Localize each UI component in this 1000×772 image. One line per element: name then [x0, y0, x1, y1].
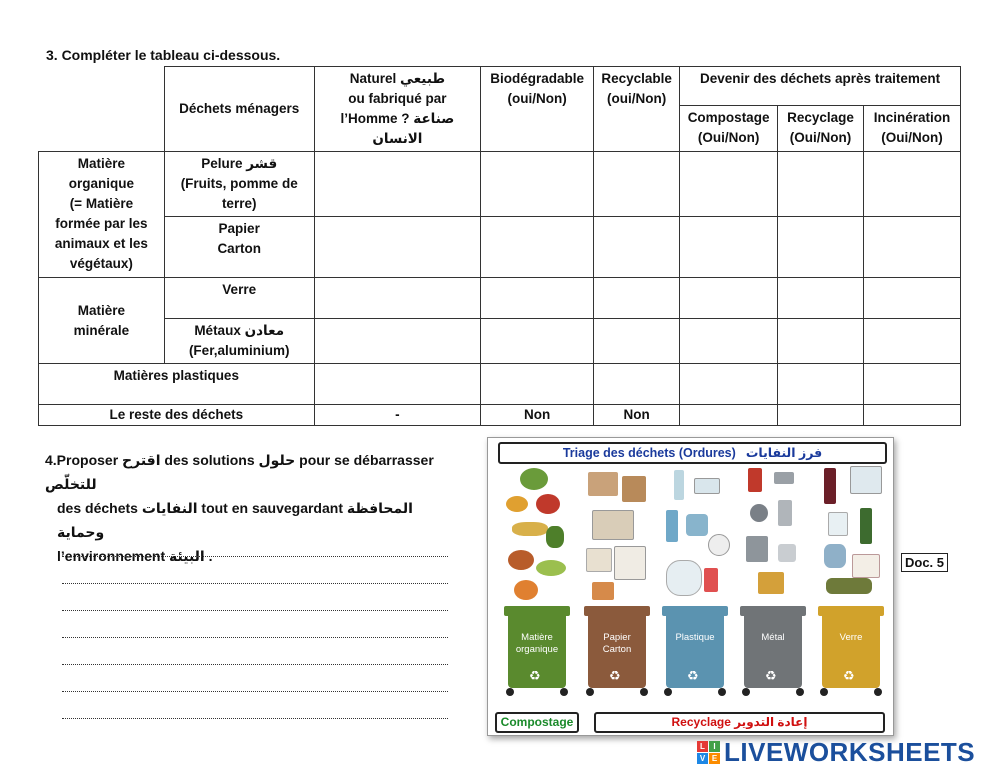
- compostage-label: Compostage: [495, 712, 579, 733]
- answer-line[interactable]: [62, 665, 448, 692]
- recycle-icon: ♻: [529, 668, 541, 683]
- organic-waste-items: [502, 464, 572, 604]
- row-group-organique: Matière organique (= Matière formée par les animaux et les végétaux): [39, 152, 165, 278]
- bin-paper: Papier Carton ♻: [584, 606, 650, 696]
- answer-cell[interactable]: [481, 278, 594, 319]
- row-label-metaux: Métaux معادن (Fer,aluminium): [164, 319, 314, 364]
- logo-text: LIVEWORKSHEETS: [724, 736, 976, 767]
- paper-waste-items: [582, 464, 652, 604]
- answer-cell[interactable]: [481, 152, 594, 217]
- answer-line[interactable]: [62, 611, 448, 638]
- waste-table: [38, 66, 961, 426]
- answer-cell[interactable]: [594, 364, 680, 405]
- answer-cell[interactable]: [778, 278, 864, 319]
- answer-cell[interactable]: [680, 319, 778, 364]
- row-label-plastiques: Matières plastiques: [39, 364, 315, 405]
- answer-cell[interactable]: [481, 217, 594, 278]
- header-biodegradable: Biodégradable (oui/Non): [481, 67, 594, 152]
- answer-cell[interactable]: [314, 319, 481, 364]
- row-label-pelure: Pelure قشر (Fruits, pomme de terre): [164, 152, 314, 217]
- bin-lid: [584, 606, 650, 616]
- header-recyclable: Recyclable (oui/Non): [594, 67, 680, 152]
- question-3-title: 3. Compléter le tableau ci-dessous.: [46, 47, 281, 63]
- answer-cell[interactable]: [778, 217, 864, 278]
- row-group-minerale: Matière minérale: [39, 278, 165, 364]
- answer-cell[interactable]: [680, 405, 778, 426]
- reste-rec-value: Non: [594, 405, 680, 426]
- answer-cell[interactable]: [594, 217, 680, 278]
- answer-cell[interactable]: [314, 152, 481, 217]
- plastic-waste-items: [660, 464, 730, 604]
- row-label-reste: Le reste des déchets: [39, 405, 315, 426]
- reste-naturel-value: -: [314, 405, 481, 426]
- answer-lines: [62, 530, 448, 719]
- answer-cell[interactable]: [863, 278, 960, 319]
- glass-waste-items: [818, 464, 888, 604]
- doc-title: Triage des déchets (Ordures) فرز النفايات: [498, 442, 887, 464]
- waste-sorting-illustration: [487, 437, 894, 736]
- bin-plastic: Plastique ♻: [662, 606, 728, 696]
- header-devenir: Devenir des déchets après traitement: [680, 67, 961, 106]
- row-label-verre: Verre: [164, 278, 314, 319]
- header-recyclage: Recyclage (Oui/Non): [778, 105, 864, 151]
- answer-cell[interactable]: [680, 152, 778, 217]
- answer-cell[interactable]: [594, 152, 680, 217]
- answer-cell[interactable]: [314, 364, 481, 405]
- answer-cell[interactable]: [314, 278, 481, 319]
- answer-line[interactable]: [62, 638, 448, 665]
- doc-label: Doc. 5: [901, 553, 948, 572]
- corner-blank: [39, 67, 165, 152]
- answer-cell[interactable]: [680, 217, 778, 278]
- bin-lid: [818, 606, 884, 616]
- logo-mark-icon: L I V E: [697, 741, 720, 764]
- answer-cell[interactable]: [594, 278, 680, 319]
- bin-lid: [662, 606, 728, 616]
- bin-lid: [740, 606, 806, 616]
- answer-cell[interactable]: [481, 364, 594, 405]
- answer-cell[interactable]: [863, 217, 960, 278]
- bin-glass: Verre ♻: [818, 606, 884, 696]
- answer-cell[interactable]: [778, 364, 864, 405]
- answer-cell[interactable]: [778, 405, 864, 426]
- row-label-papier: Papier Carton: [164, 217, 314, 278]
- answer-line[interactable]: [62, 584, 448, 611]
- recycle-icon: ♻: [609, 668, 621, 683]
- answer-line[interactable]: [62, 557, 448, 584]
- answer-cell[interactable]: [680, 364, 778, 405]
- metal-waste-items: [740, 464, 810, 604]
- answer-cell[interactable]: [863, 405, 960, 426]
- answer-cell[interactable]: [680, 278, 778, 319]
- recycle-icon: ♻: [843, 668, 855, 683]
- answer-cell[interactable]: [778, 152, 864, 217]
- recyclage-label: Recyclage إعادة التدوير: [594, 712, 885, 733]
- answer-line[interactable]: [62, 530, 448, 557]
- recycle-icon: ♻: [687, 668, 699, 683]
- reste-bio-value: Non: [481, 405, 594, 426]
- answer-line[interactable]: [62, 692, 448, 719]
- answer-cell[interactable]: [778, 319, 864, 364]
- header-compostage: Compostage (Oui/Non): [680, 105, 778, 151]
- liveworksheets-logo: [697, 735, 975, 769]
- question-4: 4.Proposer اقترح des solutions حلول pour se débarrasser للتخلّص des déchets النفايات tout en sauvegardant المحافظة وحماية l’environnement البيئة .: [45, 452, 434, 564]
- header-naturel: Naturel طبيعي ou fabriqué par l’Homme ? صناعة الانسان: [314, 67, 481, 152]
- header-dechets: Déchets ménagers: [164, 67, 314, 152]
- answer-cell[interactable]: [863, 152, 960, 217]
- bin-organic: Matière organique ♻: [504, 606, 570, 696]
- answer-cell[interactable]: [481, 319, 594, 364]
- recycle-icon: ♻: [765, 668, 777, 683]
- answer-cell[interactable]: [314, 217, 481, 278]
- bin-lid: [504, 606, 570, 616]
- answer-cell[interactable]: [863, 319, 960, 364]
- bin-metal: Métal ♻: [740, 606, 806, 696]
- answer-cell[interactable]: [863, 364, 960, 405]
- header-incineration: Incinération (Oui/Non): [863, 105, 960, 151]
- answer-cell[interactable]: [594, 319, 680, 364]
